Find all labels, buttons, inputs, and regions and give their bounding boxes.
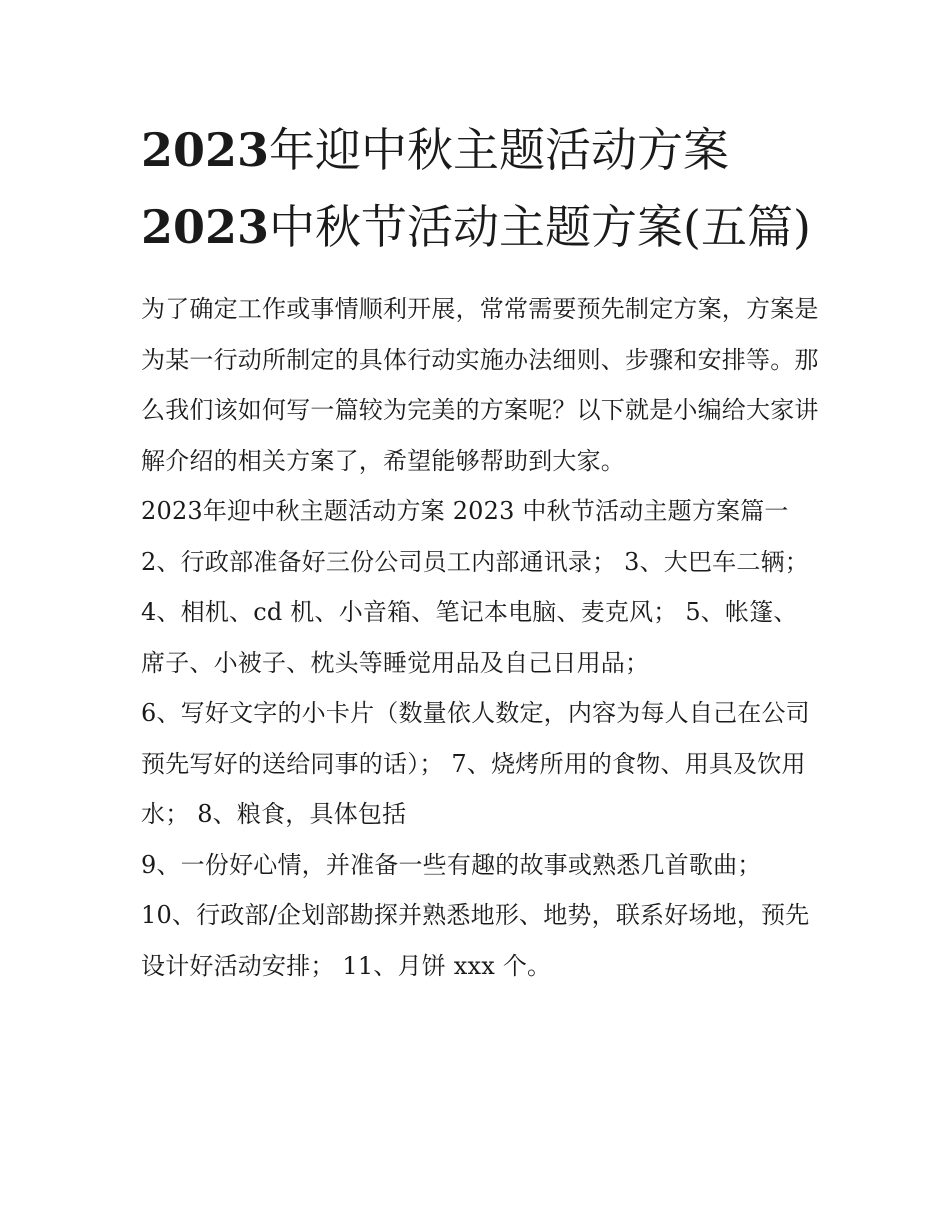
list-item: 4、相机、cd 机、小音箱、笔记本电脑、麦克风； 5、帐篷、席子、小被子、枕头等睡觉用品及自己日用品；	[141, 598, 798, 677]
list-item: 10、行政部/企划部勘探并熟悉地形、地势，联系好场地，预先设计好活动安排； 11、月饼 xxx 个。	[141, 901, 810, 980]
title-text-1: 年迎中秋主题活动方案	[269, 123, 730, 177]
intro-paragraph: 为了确定工作或事情顺利开展，常常需要预先制定方案，方案是为某一行动所制定的具体行动实施办法细则、步骤和安排等。那么我们该如何写一篇较为完美的方案呢？以下就是小编给大家讲解介绍的相关方案了，希望能够帮助到大家。	[141, 295, 819, 475]
title-year-2: 2023	[141, 200, 270, 254]
list-item: 2、行政部准备好三份公司员工内部通讯录； 3、大巴车二辆；	[141, 547, 809, 576]
document-title	[141, 112, 821, 266]
list-item: 6、写好文字的小卡片（数量依人数定，内容为每人自己在公司预先写好的送给同事的话）； 7、烧烤所用的食物、用具及饮用水； 8、粮食，具体包括	[141, 699, 810, 828]
document-page	[141, 112, 821, 991]
document-body	[141, 284, 821, 991]
title-year-1: 2023	[141, 123, 270, 177]
title-text-2: 中秋节活动主题方案(五篇)	[269, 200, 811, 254]
section-heading: 2023年迎中秋主题活动方案 2023 中秋节活动主题方案篇一	[141, 497, 789, 525]
list-item: 9、一份好心情，并准备一些有趣的故事或熟悉几首歌曲；	[141, 850, 762, 879]
